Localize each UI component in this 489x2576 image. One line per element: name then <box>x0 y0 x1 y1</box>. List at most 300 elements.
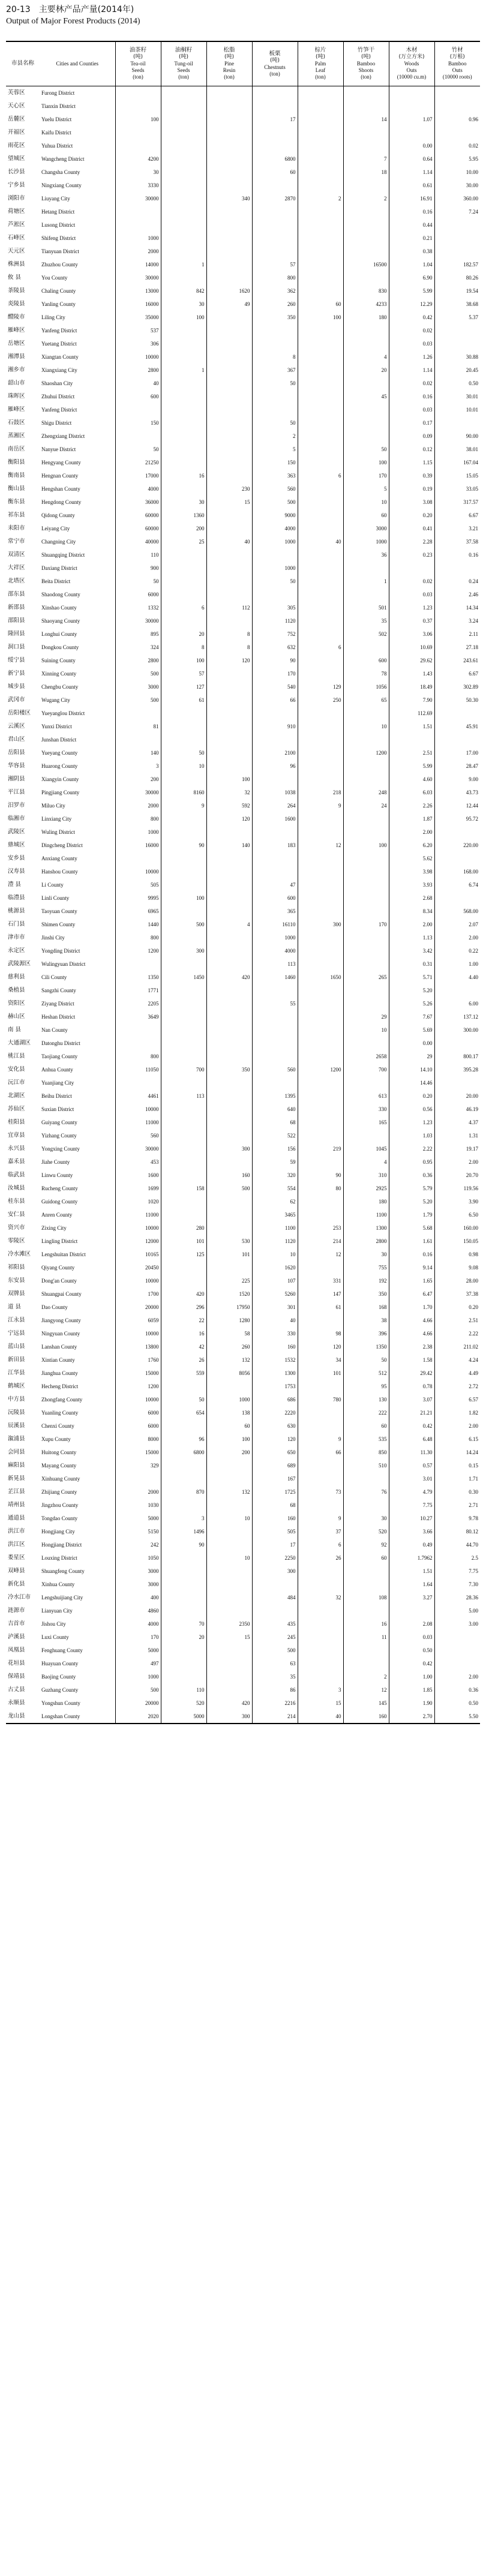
row-name-cn: 祁阳县 <box>8 1263 25 1271</box>
row-value <box>206 1499 252 1512</box>
row-value <box>298 773 343 786</box>
row-value <box>161 1604 206 1617</box>
row-value <box>298 1631 343 1644</box>
row-value <box>206 443 252 456</box>
row-value: 11000 <box>115 1208 161 1221</box>
row-value <box>434 100 480 113</box>
row-name-cn: 慈利县 <box>8 973 25 980</box>
row-value <box>206 1459 252 1472</box>
table-row <box>6 1367 480 1380</box>
row-value: 158 <box>161 1182 206 1195</box>
row-name-en: Zhongfang County <box>40 1393 115 1406</box>
row-value <box>343 100 389 113</box>
row-value <box>161 1010 206 1023</box>
row-value: 5.20 <box>389 984 434 997</box>
row-value <box>434 416 480 430</box>
row-value <box>161 390 206 403</box>
row-value: 59 <box>252 1155 298 1169</box>
row-name-cn: 龙山县 <box>6 1710 40 1724</box>
row-value: 700 <box>343 1063 389 1076</box>
row-value: 3.07 <box>389 1393 434 1406</box>
row-value: 183 <box>252 839 298 852</box>
row-value: 8 <box>206 641 252 654</box>
row-value: 7.24 <box>469 208 478 215</box>
row-value <box>161 430 206 443</box>
row-value <box>298 667 343 680</box>
row-value <box>161 878 206 891</box>
row-value: 1.64 <box>389 1578 434 1591</box>
row-value: 2000 <box>115 799 161 812</box>
row-name-cn: 开福区 <box>8 128 25 136</box>
row-value: 1450 <box>161 971 206 984</box>
row-name-cn: 辰溪县 <box>8 1422 25 1429</box>
row-name-cn: 云溪区 <box>8 722 25 729</box>
row-value: 76 <box>343 1485 389 1499</box>
table-row <box>6 113 480 126</box>
row-value: 0.31 <box>389 957 434 971</box>
row-value: 510 <box>343 1459 389 1472</box>
row-value: 17 <box>252 113 298 126</box>
row-value: 2.07 <box>469 921 478 927</box>
row-value: 6.03 <box>389 786 434 799</box>
row-value: 300 <box>206 1142 252 1155</box>
row-value: 0.03 <box>389 337 434 350</box>
row-value: 145 <box>343 1697 389 1710</box>
column-header: 松脂 (吨) Pine Resin (ton) <box>206 41 252 86</box>
row-value: 1600 <box>115 1169 161 1182</box>
row-value <box>298 548 343 562</box>
row-value: 125 <box>161 1248 206 1261</box>
table-body <box>6 86 480 1724</box>
row-value <box>298 628 343 641</box>
table-row <box>6 1155 480 1169</box>
row-value: 4 <box>343 350 389 364</box>
row-value: 367 <box>252 364 298 377</box>
row-value: 100 <box>206 773 252 786</box>
table-row <box>6 535 480 548</box>
row-name-en: Yanfeng District <box>40 324 115 337</box>
row-value: 20.70 <box>466 1172 478 1178</box>
row-name-en: Shuangqing District <box>40 548 115 562</box>
row-value <box>298 1604 343 1617</box>
row-value: 160 <box>252 1512 298 1525</box>
row-value: 90 <box>252 654 298 667</box>
row-value: 10 <box>206 1551 252 1565</box>
row-value <box>161 100 206 113</box>
row-value: 6 <box>298 469 343 482</box>
row-value: 1300 <box>252 1367 298 1380</box>
row-value: 0.20 <box>389 509 434 522</box>
row-value: 305 <box>252 601 298 614</box>
row-value <box>206 126 252 139</box>
row-value: 1532 <box>252 1353 298 1367</box>
table-row <box>6 614 480 628</box>
row-value: 36000 <box>115 496 161 509</box>
row-value <box>343 984 389 997</box>
row-name-en: Suxian District <box>40 1103 115 1116</box>
row-value: 1700 <box>115 1287 161 1301</box>
row-value: 211.02 <box>463 1343 478 1350</box>
row-value: 65 <box>343 693 389 707</box>
row-value: 38.68 <box>466 301 478 307</box>
table-row <box>6 311 480 324</box>
row-value: 60 <box>343 1419 389 1433</box>
row-name-en: Yunxi District <box>40 720 115 733</box>
row-value <box>161 1499 206 1512</box>
row-value: 248 <box>343 786 389 799</box>
table-row <box>6 957 480 971</box>
row-value: 350 <box>343 1287 389 1301</box>
row-value: 168 <box>343 1301 389 1314</box>
row-value <box>206 1129 252 1142</box>
row-value: 2 <box>343 1670 389 1683</box>
row-value <box>161 588 206 601</box>
row-value: 0.42 <box>389 1657 434 1670</box>
row-value: 38.01 <box>466 446 478 452</box>
row-name-en: Zhuhui District <box>40 390 115 403</box>
row-value <box>206 1208 252 1221</box>
row-name-cn: 大通湖区 <box>8 1039 31 1046</box>
row-value <box>115 1472 161 1485</box>
row-value <box>343 1076 389 1089</box>
title-english: Output of Major Forest Products (2014) <box>6 17 140 26</box>
table-row <box>6 1499 480 1512</box>
row-value: 230 <box>206 482 252 496</box>
row-value <box>298 443 343 456</box>
row-value: 4000 <box>115 482 161 496</box>
row-value: 2.08 <box>389 1617 434 1631</box>
row-value: 45.91 <box>466 723 478 729</box>
column-header: 木材 (万立方米) Woods Outs (10000 cu.m) <box>389 41 434 86</box>
row-value: 0.41 <box>389 522 434 535</box>
row-value: 300 <box>206 1710 252 1724</box>
row-name-en: Yueyang County <box>40 746 115 759</box>
row-name-cn: 衡东县 <box>8 498 25 505</box>
row-value <box>161 931 206 944</box>
area-header-cn: 市县名称 <box>6 41 40 86</box>
row-value: 1120 <box>252 614 298 628</box>
row-value: 2.51 <box>389 746 434 759</box>
row-value <box>161 997 206 1010</box>
row-value <box>161 350 206 364</box>
row-name-en: Yuhua District <box>40 139 115 152</box>
row-value <box>298 139 343 152</box>
row-value <box>206 878 252 891</box>
row-value <box>252 205 298 218</box>
row-name-en: Tianxin District <box>40 100 115 113</box>
row-value: 0.23 <box>389 548 434 562</box>
row-value <box>206 166 252 179</box>
row-value <box>298 232 343 245</box>
row-value: 61 <box>298 1301 343 1314</box>
row-name-cn: 中方县 <box>8 1395 25 1403</box>
row-value: 0.42 <box>389 1419 434 1433</box>
row-value <box>298 324 343 337</box>
row-value <box>343 324 389 337</box>
row-name-cn: 永顺县 <box>8 1699 25 1706</box>
row-value <box>343 1499 389 1512</box>
row-value <box>298 601 343 614</box>
row-name-en: Dong'an County <box>40 1274 115 1287</box>
row-value: 119.56 <box>463 1185 478 1191</box>
row-value <box>206 997 252 1010</box>
row-name-en: Jiahe County <box>40 1155 115 1169</box>
row-value: 130 <box>343 1393 389 1406</box>
row-value <box>298 350 343 364</box>
row-name-cn: 衡南县 <box>8 472 25 479</box>
row-value: 7.75 <box>389 1499 434 1512</box>
row-value: 12000 <box>115 1235 161 1248</box>
table-row <box>6 1221 480 1235</box>
row-value: 6.90 <box>389 271 434 284</box>
row-value: 264 <box>252 799 298 812</box>
row-value: 35 <box>343 614 389 628</box>
row-value: 45 <box>343 390 389 403</box>
row-name-en: You County <box>40 271 115 284</box>
row-value <box>252 218 298 232</box>
row-name-cn: 武陵源区 <box>8 960 31 967</box>
row-value: 3000 <box>115 680 161 693</box>
row-name-en: Changsha County <box>40 166 115 179</box>
row-name-cn: 岳阳楼区 <box>8 709 31 716</box>
row-value: 0.03 <box>389 588 434 601</box>
row-value: 500 <box>252 496 298 509</box>
row-name-en: Dongkou County <box>40 641 115 654</box>
row-value <box>252 852 298 865</box>
table-row <box>6 166 480 179</box>
row-value: 280 <box>161 1221 206 1235</box>
row-name-cn: 天心区 <box>8 102 25 109</box>
row-name-cn: 鹤城区 <box>8 1382 25 1389</box>
row-value: 689 <box>252 1459 298 1472</box>
table-row <box>6 1063 480 1076</box>
row-value: 296 <box>161 1301 206 1314</box>
row-value: 22 <box>161 1314 206 1327</box>
row-value <box>298 865 343 878</box>
row-value <box>298 1499 343 1512</box>
row-value <box>206 693 252 707</box>
table-row <box>6 1591 480 1604</box>
row-name-en: Shuangpai County <box>40 1287 115 1301</box>
row-value: 9 <box>298 1433 343 1446</box>
row-value <box>343 865 389 878</box>
row-value: 50 <box>343 443 389 456</box>
row-value: 260 <box>252 298 298 311</box>
row-value: 101 <box>298 1367 343 1380</box>
row-name-cn: 嘉禾县 <box>8 1158 25 1165</box>
table-row <box>6 1578 480 1591</box>
row-value: 3330 <box>115 179 161 192</box>
row-value: 42 <box>161 1340 206 1353</box>
row-value: 30000 <box>115 786 161 799</box>
row-value: 10000 <box>115 1327 161 1340</box>
row-value <box>161 562 206 575</box>
row-value <box>343 759 389 773</box>
row-value: 28.47 <box>466 762 478 769</box>
row-name-cn: 通道县 <box>8 1514 25 1521</box>
row-value: 800 <box>115 931 161 944</box>
row-value: 1200 <box>343 746 389 759</box>
row-value: 331 <box>298 1274 343 1287</box>
row-value <box>161 1142 206 1155</box>
row-name-cn: 桃源县 <box>8 907 25 914</box>
table-row <box>6 1235 480 1248</box>
row-value <box>298 1406 343 1419</box>
row-name-cn: 沅江市 <box>8 1079 25 1086</box>
row-name-cn: 北湖区 <box>8 1092 25 1099</box>
row-value: 260 <box>206 1340 252 1353</box>
row-name-en: Leiyang City <box>40 522 115 535</box>
row-value <box>252 100 298 113</box>
row-value: 140 <box>206 839 252 852</box>
row-value <box>343 588 389 601</box>
row-value: 253 <box>298 1221 343 1235</box>
row-value <box>161 1380 206 1393</box>
row-value: 554 <box>252 1182 298 1195</box>
row-value <box>206 984 252 997</box>
row-value: 350 <box>252 311 298 324</box>
row-name-en: Luxi County <box>40 1631 115 1644</box>
row-name-cn: 茶陵县 <box>8 287 25 294</box>
row-value <box>161 1644 206 1657</box>
row-value: 568.00 <box>463 908 478 914</box>
row-value: 30.01 <box>466 393 478 400</box>
row-value: 28.36 <box>466 1594 478 1601</box>
row-value: 686 <box>252 1393 298 1406</box>
row-value: 0.02 <box>389 377 434 390</box>
row-name-cn: 荷塘区 <box>8 208 25 215</box>
row-value: 167 <box>252 1472 298 1485</box>
row-name-cn: 古丈县 <box>8 1686 25 1693</box>
table-row <box>6 205 480 218</box>
row-value: 5150 <box>115 1525 161 1538</box>
row-name-en: Anren County <box>40 1208 115 1221</box>
row-value: 500 <box>115 667 161 680</box>
row-value: 12 <box>298 1248 343 1261</box>
row-value <box>298 984 343 997</box>
row-value: 5.37 <box>469 314 478 320</box>
row-value: 1600 <box>252 812 298 825</box>
row-value <box>434 733 480 746</box>
row-value: 1020 <box>115 1195 161 1208</box>
row-name-en: Chaling County <box>40 284 115 298</box>
row-value: 640 <box>252 1103 298 1116</box>
row-value <box>206 746 252 759</box>
row-value <box>298 1644 343 1657</box>
row-name-cn: 雁峰区 <box>8 326 25 334</box>
table-row <box>6 1670 480 1683</box>
row-value: 613 <box>343 1089 389 1103</box>
row-value: 0.50 <box>469 380 478 386</box>
row-value: 15 <box>206 1631 252 1644</box>
row-value <box>115 86 161 100</box>
table-row <box>6 86 480 100</box>
row-value: 4.79 <box>389 1485 434 1499</box>
row-value: 38 <box>343 1314 389 1327</box>
row-value: 32 <box>206 786 252 799</box>
column-header: 竹笋干 (吨) Bamboo Shoots (ton) <box>343 41 389 86</box>
row-value: 60000 <box>115 522 161 535</box>
row-value: 2.22 <box>389 1142 434 1155</box>
row-value: 30000 <box>115 614 161 628</box>
row-value <box>161 812 206 825</box>
row-value: 180 <box>343 311 389 324</box>
table-row <box>6 891 480 905</box>
row-name-cn: 长沙县 <box>8 168 25 175</box>
table-row <box>6 509 480 522</box>
row-value: 2.51 <box>469 1317 478 1323</box>
row-name-cn: 新宁县 <box>8 669 25 677</box>
row-value: 30 <box>343 1512 389 1525</box>
row-value <box>161 1459 206 1472</box>
row-value: 40 <box>206 535 252 548</box>
row-value: 37 <box>298 1525 343 1538</box>
row-value: 1.70 <box>389 1301 434 1314</box>
row-value: 8.34 <box>389 905 434 918</box>
row-value: 365 <box>252 905 298 918</box>
row-value: 101 <box>206 1248 252 1261</box>
row-value: 8000 <box>115 1433 161 1446</box>
row-value: 5.50 <box>434 1710 480 1724</box>
row-name-en: Xiangtan County <box>40 350 115 364</box>
row-value: 4000 <box>252 522 298 535</box>
row-value: 0.22 <box>469 947 478 954</box>
row-value: 5.00 <box>469 1607 478 1614</box>
row-value: 225 <box>206 1274 252 1287</box>
row-value <box>206 1472 252 1485</box>
row-value <box>206 891 252 905</box>
table-row <box>6 522 480 535</box>
row-name-en: Ziyang District <box>40 997 115 1010</box>
row-name-en: Fenghuang County <box>40 1644 115 1657</box>
row-name-en: Wugang City <box>40 693 115 707</box>
table-row <box>6 1353 480 1367</box>
row-value: 320 <box>252 1169 298 1182</box>
row-value: 2800 <box>343 1235 389 1248</box>
row-value <box>161 1023 206 1037</box>
row-name-cn: 株洲县 <box>8 260 25 268</box>
row-name-cn: 安乡县 <box>8 854 25 861</box>
row-value: 2.71 <box>469 1502 478 1508</box>
row-value <box>298 1380 343 1393</box>
row-value: 755 <box>343 1261 389 1274</box>
row-name-en: Li County <box>40 878 115 891</box>
row-value <box>298 482 343 496</box>
row-value <box>434 86 480 100</box>
row-value: 505 <box>115 878 161 891</box>
row-value: 317.57 <box>463 499 478 505</box>
row-value: 0.38 <box>389 245 434 258</box>
row-value: 10.00 <box>466 169 478 175</box>
row-value <box>298 86 343 100</box>
row-value: 2 <box>298 192 343 205</box>
row-name-cn: 江华县 <box>8 1369 25 1376</box>
table-row <box>6 971 480 984</box>
row-value: 17 <box>252 1538 298 1551</box>
row-value: 3 <box>115 759 161 773</box>
table-row <box>6 456 480 469</box>
row-value: 600 <box>343 654 389 667</box>
row-value: 6.15 <box>469 1436 478 1442</box>
row-name-cn: 汝城县 <box>8 1184 25 1191</box>
row-value: 26 <box>298 1551 343 1565</box>
row-value <box>206 1670 252 1683</box>
row-value: 55 <box>252 997 298 1010</box>
table-row <box>6 641 480 654</box>
column-header: 板栗 (吨) Chestnuts (ton) <box>252 41 298 86</box>
row-value: 95 <box>343 1380 389 1393</box>
row-value: 4461 <box>115 1089 161 1103</box>
